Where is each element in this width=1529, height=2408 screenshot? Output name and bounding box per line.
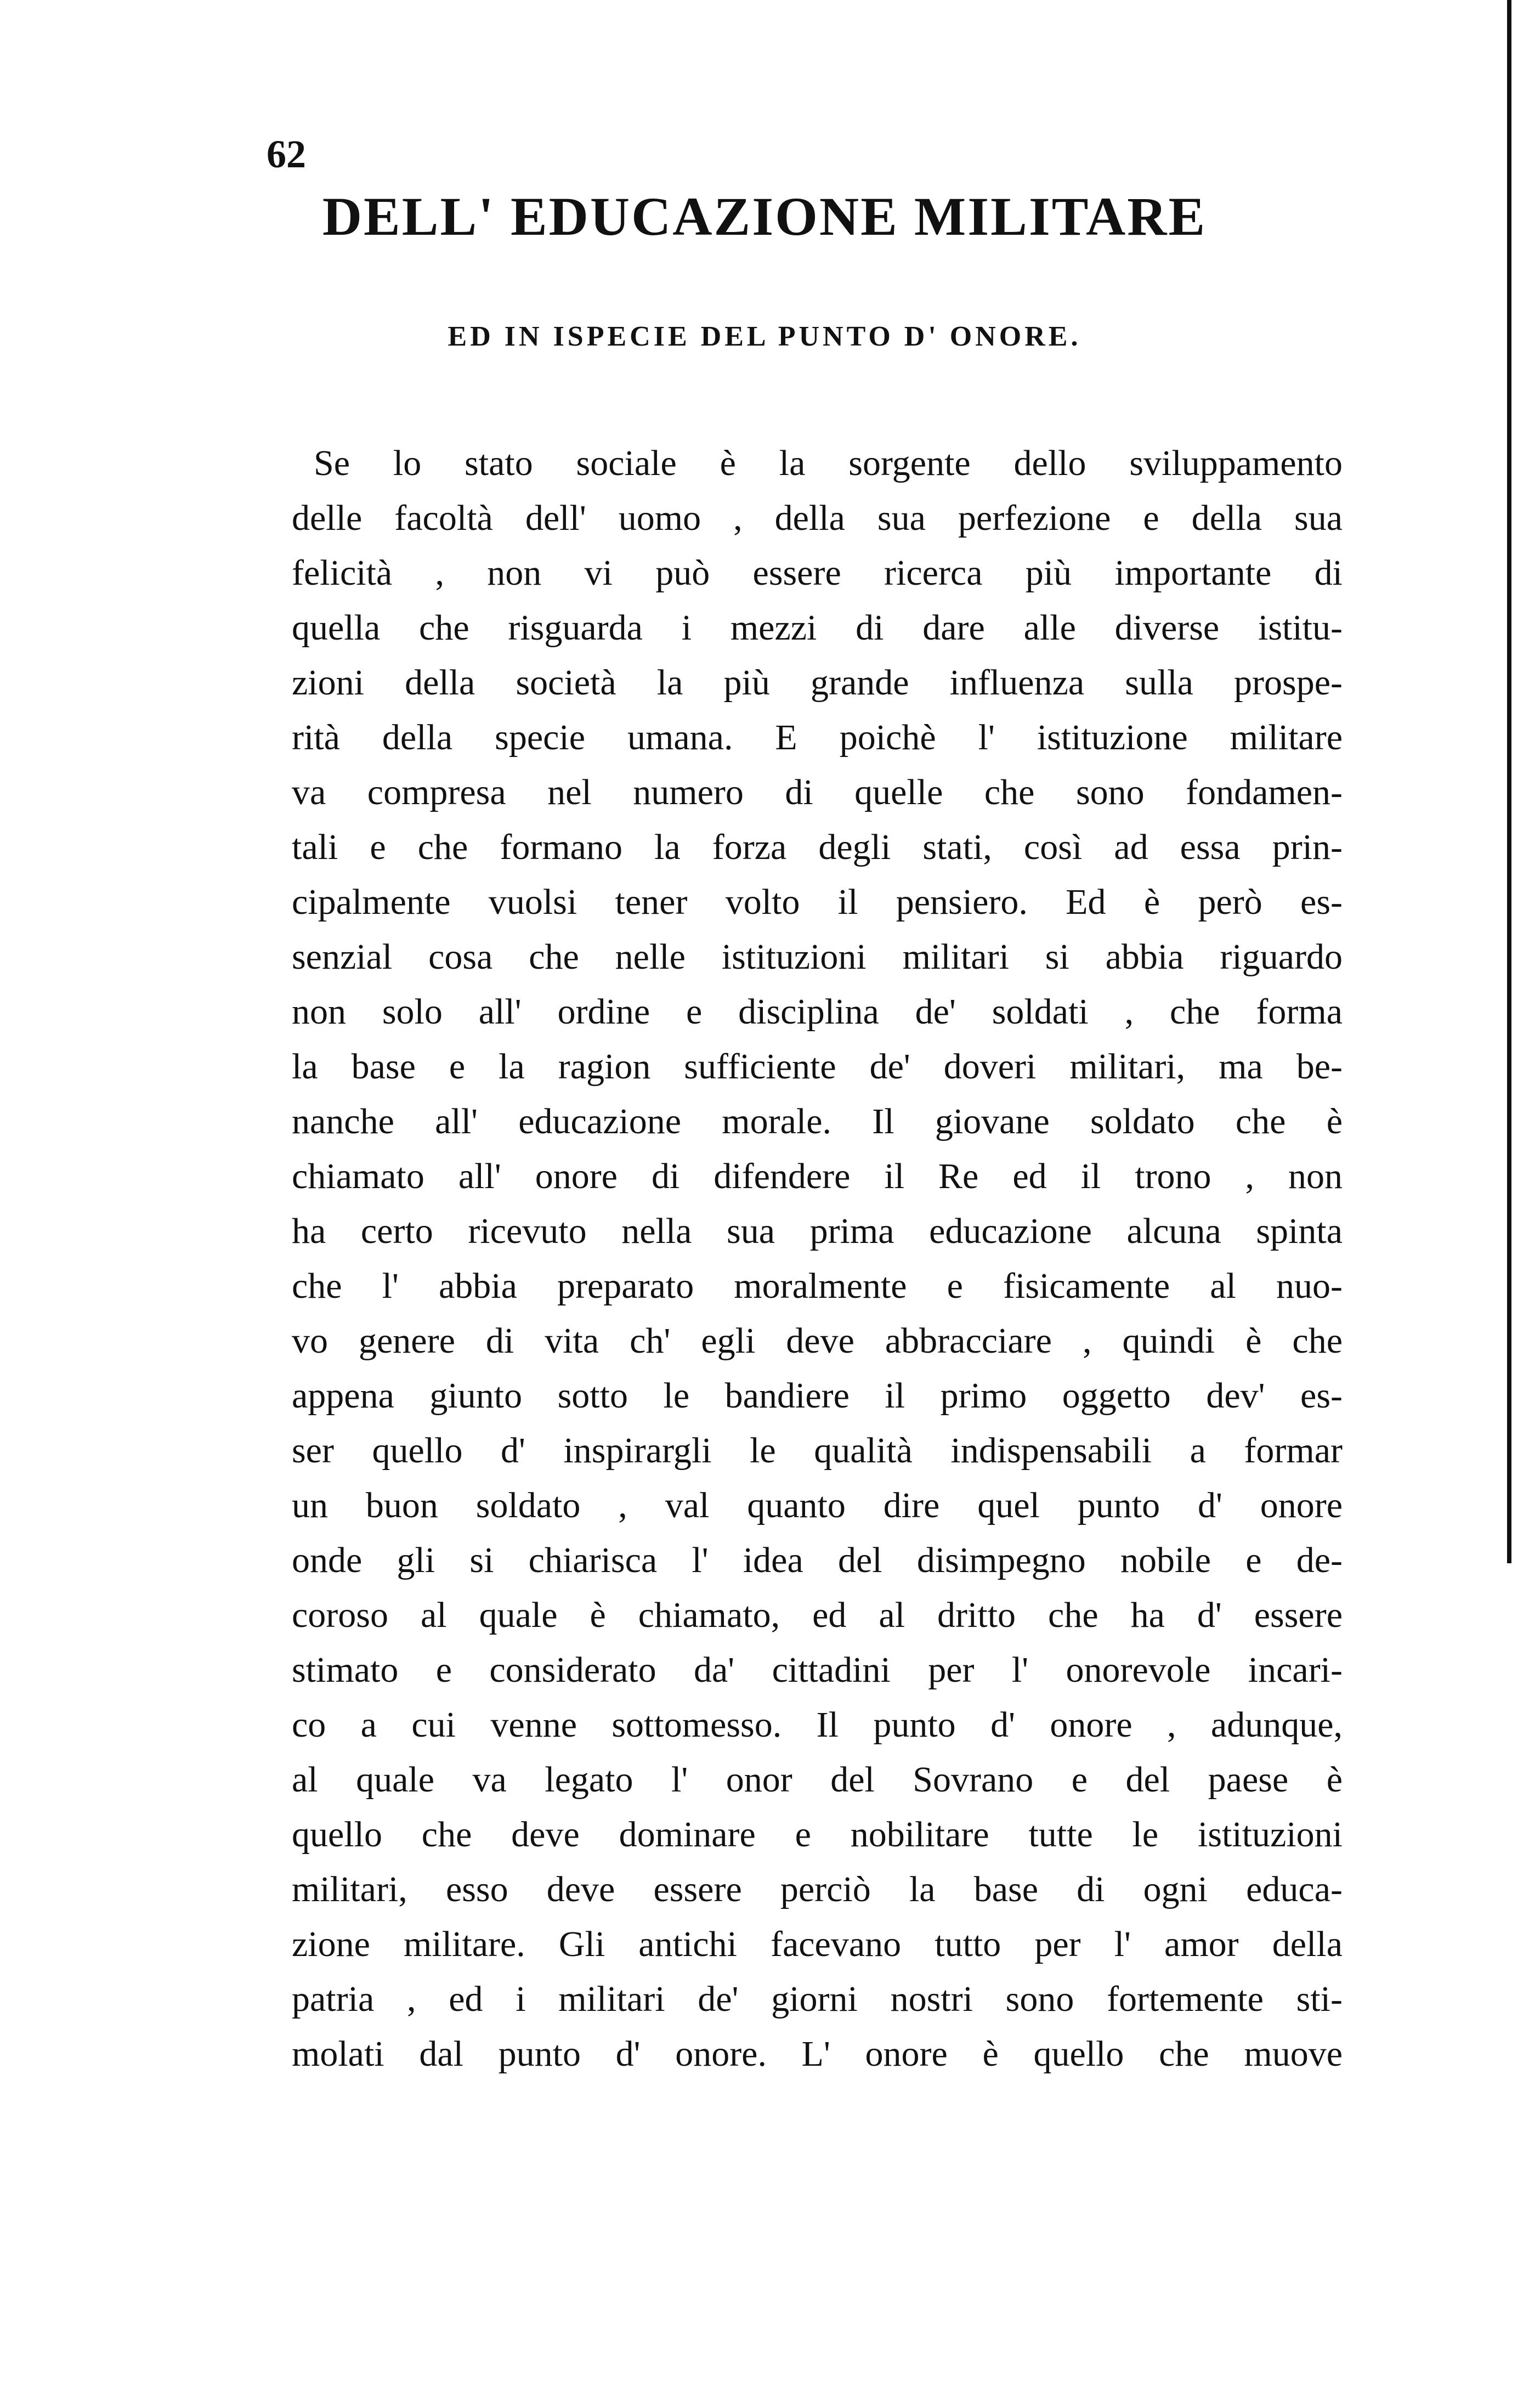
text-line: tali e che formano la forza degli stati, così ad essa prin- — [292, 827, 1343, 867]
text-line: delle facoltà dell' uomo , della sua perfezione e della sua — [292, 498, 1343, 538]
text-line: felicità , non vi può essere ricerca più importante di — [292, 553, 1343, 593]
body-text — [292, 436, 1343, 2082]
text-line: va compresa nel numero di quelle che sono fondamen- — [292, 772, 1343, 812]
text-line: un buon soldato , val quanto dire quel punto d' onore — [292, 1485, 1343, 1525]
text-line: ser quello d' inspirargli le qualità indispensabili a formar — [292, 1431, 1343, 1471]
text-line: cipalmente vuolsi tener volto il pensiero. Ed è però es- — [292, 882, 1343, 922]
text-line: nanche all' educazione morale. Il giovane soldato che è — [292, 1101, 1343, 1141]
page-number: 62 — [267, 132, 306, 176]
text-line: coroso al quale è chiamato, ed al dritto che ha d' essere — [292, 1595, 1343, 1635]
text-line: quello che deve dominare e nobilitare tutte le istituzioni — [292, 1815, 1343, 1855]
text-line: al quale va legato l' onor del Sovrano e del paese è — [292, 1760, 1343, 1800]
text-line: molati dal punto d' onore. L' onore è quello che muove — [292, 2034, 1343, 2074]
text-line: che l' abbia preparato moralmente e fisicamente al nuo- — [292, 1266, 1343, 1306]
text-line: senzial cosa che nelle istituzioni militari si abbia riguardo — [292, 937, 1343, 977]
text-line: Se lo stato sociale è la sorgente dello sviluppamento — [314, 443, 1343, 483]
text-line: ha certo ricevuto nella sua prima educazione alcuna spinta — [292, 1211, 1343, 1251]
chapter-subtitle: ED IN ISPECIE DEL PUNTO D' ONORE. — [448, 321, 1081, 352]
text-line: quella che risguarda i mezzi di dare alle diverse istitu- — [292, 608, 1343, 648]
text-line: patria , ed i militari de' giorni nostri sono fortemente sti- — [292, 1979, 1343, 2019]
text-line: co a cui venne sottomesso. Il punto d' onore , adunque, — [292, 1705, 1343, 1745]
text-line: la base e la ragion sufficiente de' doveri militari, ma be- — [292, 1047, 1343, 1087]
text-line: onde gli si chiarisca l' idea del disimpegno nobile e de- — [292, 1540, 1343, 1580]
chapter-title: DELL' EDUCAZIONE MILITARE — [322, 186, 1207, 247]
text-line: rità della specie umana. E poichè l' istituzione militare — [292, 717, 1343, 758]
text-line: appena giunto sotto le bandiere il primo oggetto dev' es- — [292, 1376, 1343, 1416]
text-line: zione militare. Gli antichi facevano tutto per l' amor della — [292, 1924, 1343, 1964]
text-line: militari, esso deve essere perciò la base di ogni educa- — [292, 1869, 1343, 1909]
text-line: chiamato all' onore di difendere il Re ed il trono , non — [292, 1156, 1343, 1196]
text-line: zioni della società la più grande influenza sulla prospe- — [292, 663, 1343, 703]
text-line: vo genere di vita ch' egli deve abbracciare , quindi è che — [292, 1321, 1343, 1361]
text-line: non solo all' ordine e disciplina de' soldati , che forma — [292, 992, 1343, 1032]
text-line: stimato e considerato da' cittadini per l' onorevole incari- — [292, 1650, 1343, 1690]
